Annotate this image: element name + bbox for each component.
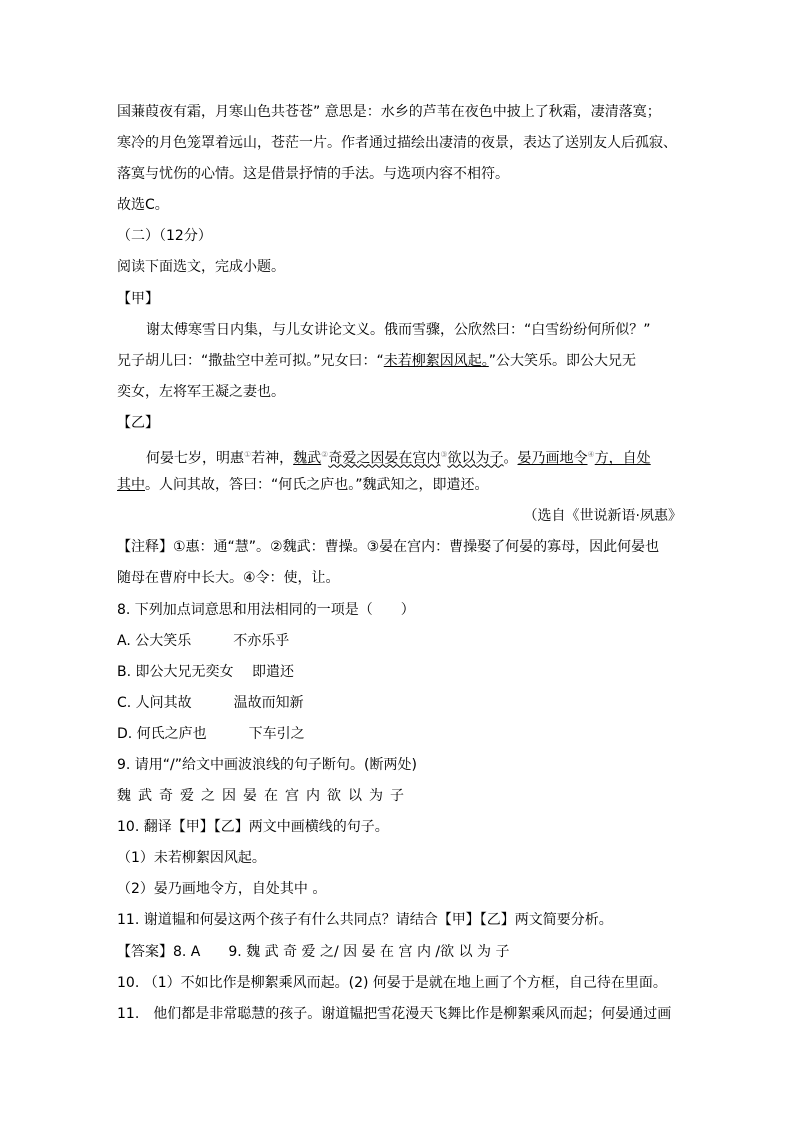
footnote-mark: ② bbox=[321, 450, 329, 460]
underlined-sentence: 未若柳絮因风起。 bbox=[383, 352, 489, 369]
question-11: 11. 谢道韫和何晏这两个孩子有什么共同点？请结合【甲】【乙】两文简要分析。 bbox=[117, 912, 613, 929]
question-10: 10. 翻译【甲】【乙】两文中画横线的句子。 bbox=[117, 819, 389, 836]
text-line: 落寞与忧伤的心情。这是借景抒情的手法。与选项内容不相符。 bbox=[117, 166, 509, 183]
answer-line: 10. （1）不如比作是柳絮乘风而起。(2) 何晏于是就在地上画了个方框，自己待在里面。 bbox=[117, 974, 667, 991]
passage-jia-line: 奕女，左将军王凝之妻也。 bbox=[117, 383, 285, 400]
question-10-part1: （1）未若柳絮因风起。 bbox=[117, 850, 266, 867]
source-citation: （选自《世说新语·夙惠》 bbox=[523, 508, 682, 525]
underlined-text: 魏武 bbox=[293, 450, 322, 467]
text: ”公大笑乐。即公大兄无 bbox=[488, 352, 637, 369]
text: 。人问其故，答曰：“何氏之庐也。”魏武知之，即遣还。 bbox=[145, 477, 489, 494]
option-a: A. 公大笑乐 不亦乐乎 bbox=[117, 632, 290, 649]
text-line: 故选C。 bbox=[117, 197, 169, 214]
underlined-sentence: 晏乃画地令 bbox=[517, 450, 588, 467]
answer-line: 11. 他们都是非常聪慧的孩子。谢道韫把雪花漫天飞舞比作是柳絮乘风而起；何晏通过画 bbox=[117, 1005, 672, 1022]
answer-line: 【答案】8. A 9. 魏 武 奇 爱 之/ 因 晏 在 宫 内 /欲 以 为 子 bbox=[117, 943, 510, 960]
footnote-mark: ① bbox=[244, 450, 252, 460]
text: 若神， bbox=[251, 450, 294, 467]
passage-label-yi: 【乙】 bbox=[117, 414, 159, 431]
underlined-sentence: 方，自处 bbox=[594, 450, 651, 467]
option-d: D. 何氏之庐也 下车引之 bbox=[117, 725, 305, 742]
annotation-line: 随母在曹府中长大。④令：使，让。 bbox=[117, 570, 340, 587]
text: 。 bbox=[503, 450, 518, 467]
question-9-sentence: 魏武奇爱之因晏在宫内欲以为子 bbox=[117, 788, 411, 805]
question-8: 8. 下列加点词意思和用法相同的一项是（ ） bbox=[117, 601, 415, 618]
text: 何晏七岁，明惠 bbox=[146, 450, 244, 467]
text-line: 寒冷的月色笼罩着远山，苍茫一片。作者通过描绘出凄清的夜景，表达了送别友人后孤寂、 bbox=[117, 135, 677, 152]
option-b: B. 即公大兄无奕女 即遣还 bbox=[117, 663, 294, 680]
underlined-sentence: 其中 bbox=[117, 477, 145, 494]
question-10-part2: （2）晏乃画地令方，自处其中 。 bbox=[117, 881, 327, 898]
option-c: C. 人问其故 温故而知新 bbox=[117, 694, 304, 711]
passage-yi-line bbox=[117, 439, 682, 470]
footnote-mark: ④ bbox=[587, 450, 595, 460]
text: 兄子胡儿曰：“撒盐空中差可拟。”兄女曰：“ bbox=[117, 352, 384, 369]
footnote-mark: ③ bbox=[440, 450, 448, 460]
text-line: 国蒹葭夜有霜，月寒山色共苍苍” 意思是：水乡的芦苇在夜色中披上了秋霜，凄清落寞； bbox=[117, 104, 661, 120]
passage-jia-line bbox=[117, 346, 682, 377]
instruction: 阅读下面选文，完成小题。 bbox=[117, 259, 285, 276]
passage-yi-line bbox=[117, 470, 682, 501]
annotation-line: 【注释】①惠：通“慧”。②魏武：曹操。③晏在宫内：曹操娶了何晏的寡母，因此何晏也 bbox=[117, 539, 660, 556]
wavy-underlined-text: 欲以为子 bbox=[447, 450, 504, 467]
passage-label-jia: 【甲】 bbox=[117, 290, 159, 307]
document-page bbox=[117, 97, 682, 1030]
passage-jia-line: 谢太傅寒雪日内集，与儿女讲论文义。俄而雪骤，公欣然曰：“白雪纷纷何所似？” bbox=[146, 321, 651, 338]
question-9: 9. 请用“/”给文中画波浪线的句子断句。(断两处) bbox=[117, 756, 417, 773]
wavy-underlined-text: 奇爱之因晏在宫内 bbox=[328, 450, 441, 467]
section-heading: （二）（12分） bbox=[117, 228, 212, 245]
